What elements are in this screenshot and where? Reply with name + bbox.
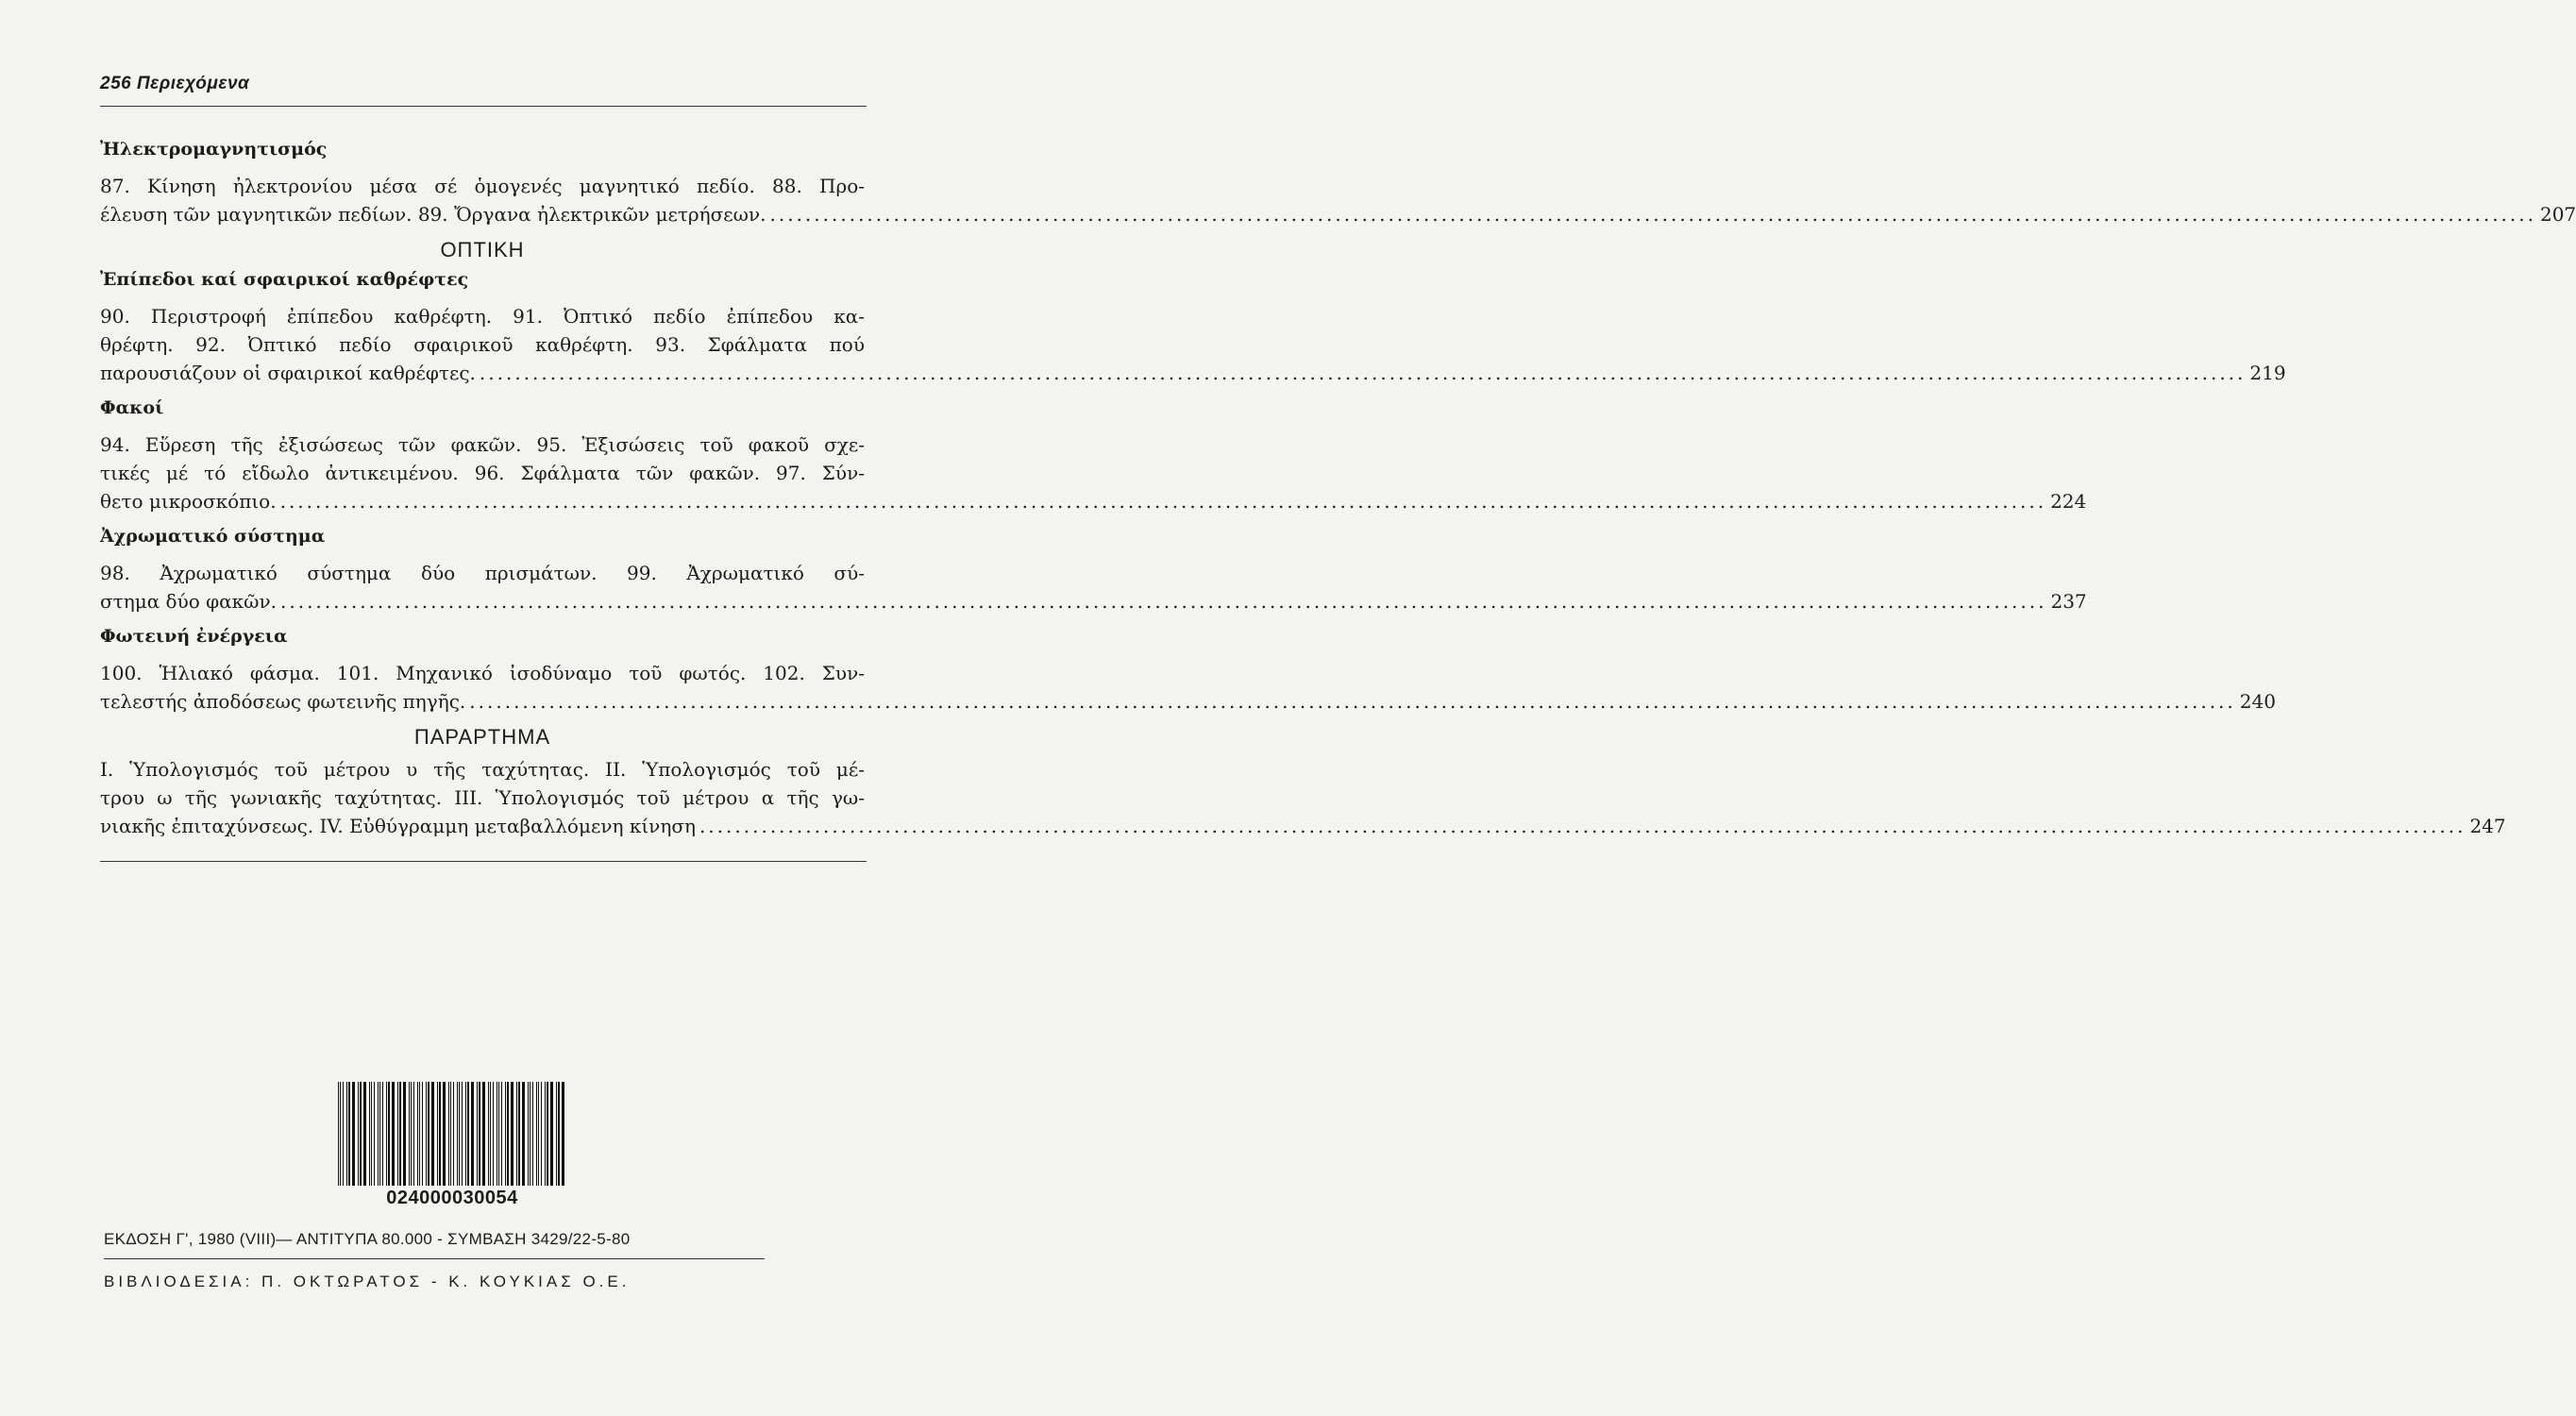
barcode-bar [443,1082,446,1186]
barcode-bar [479,1082,480,1186]
barcode-bar [374,1082,375,1186]
barcode-bar [388,1082,390,1186]
page-number: 224 [2050,490,2087,513]
barcode-bar [360,1082,362,1186]
barcode-bar [465,1082,466,1186]
barcode-bars [336,1082,568,1186]
barcode-bar [547,1082,548,1186]
toc-line: 94. Εὕρεση τῆς ἐξισώσεως τῶν φακῶν. 95. Ἐξισώσεις τοῦ φακοῦ σχε- [100,433,865,456]
page-header [100,74,865,94]
toc-end-rule [100,861,867,862]
barcode-bar [422,1082,423,1186]
table-of-contents [100,138,2576,850]
barcode-bar [528,1082,529,1186]
barcode-bar [511,1082,514,1186]
barcode-bar [522,1082,525,1186]
barcode-bar [431,1082,434,1186]
barcode-bar [538,1082,539,1186]
barcode-bar [501,1082,502,1186]
toc-line: τικές μέ τό εἴδωλο ἀντικειμένου. 96. Σφάλματα τῶν φακῶν. 97. Σύν- [100,462,865,484]
toc-last-line [100,200,2576,228]
barcode-bar [507,1082,509,1186]
barcode-bar [493,1082,494,1186]
barcode-bar [397,1082,398,1186]
barcode-bar [516,1082,517,1186]
toc-line: τελεστής ἀποδόσεως φωτεινῆς πηγῆς. [100,690,466,713]
barcode-bar [453,1082,454,1186]
section-title-light-energy: Φωτεινή ἐνέργεια [100,626,288,647]
barcode-bar [363,1082,366,1186]
barcode-bar [428,1082,429,1186]
barcode-bar [477,1082,478,1186]
toc-last-line [100,812,2506,840]
barcode-bar [505,1082,506,1186]
leader-dots: ........................................................................................................................................................................................................ [699,815,2467,837]
barcode-bar [348,1082,350,1186]
toc-entry-electromagnetism [100,172,2576,228]
barcode-bar [490,1082,491,1186]
toc-line: νιακῆς ἐπιταχύνσεως. IV. Εὐθύγραμμη μεταβαλλόμενη κίνηση [100,815,696,837]
barcode-bar [358,1082,359,1186]
toc-last-line [100,687,2276,716]
toc-last-line [100,587,2087,615]
barcode-bar [448,1082,449,1186]
barcode-bar [450,1082,451,1186]
toc-entry-light-energy [100,659,2276,716]
barcode-bar [382,1082,383,1186]
toc-line: τρου ω τῆς γωνιακῆς ταχύτητας. ΙΙΙ. Ὑπολογισμός τοῦ μέτρου α τῆς γω- [100,786,865,809]
page-number: 247 [2469,815,2506,837]
barcode-bar [471,1082,474,1186]
barcode-bar [482,1082,485,1186]
barcode-bar [340,1082,341,1186]
barcode-bar [352,1082,355,1186]
barcode-bar [378,1082,379,1186]
barcode-bar [386,1082,387,1186]
barcode-bar [459,1082,460,1186]
toc-entry-appendix [100,755,2506,840]
barcode-bar [556,1082,557,1186]
barcode-bar [462,1082,463,1186]
page-number: 207 [2539,203,2576,226]
section-title-lenses: Φακοί [100,397,164,418]
toc-line: παρουσιάζουν οἱ σφαιρικοί καθρέφτες. [100,362,476,384]
barcode [328,1076,576,1218]
section-title-electromagnetism: Ἠλεκτρομαγνητισμός [100,139,328,160]
toc-entry-lenses [100,430,2087,515]
binding-line: ΒΙΒΛΙΟΔΕΣΙΑ: Π. ΟΚΤΩΡΑΤΟΣ - Κ. ΚΟΥΚΙΑΣ Ο.Ε. [104,1273,631,1290]
header-rule [100,106,867,107]
toc-line: Ι. Ὑπολογισμός τοῦ μέτρου υ τῆς ταχύτητας. ΙΙ. Ὑπολογισμός τοῦ μέ- [100,758,865,781]
barcode-bar [346,1082,347,1186]
barcode-bar [379,1082,380,1186]
barcode-bar [399,1082,401,1186]
section-title-achromatic: Ἀχρωματικό σύστημα [100,526,326,547]
barcode-bar [536,1082,537,1186]
toc-line: έλευση τῶν μαγνητικῶν πεδίων. 89. Ὄργανα ἠλεκτρικῶν μετρήσεων. [100,203,766,226]
barcode-bar [426,1082,427,1186]
barcode-bar [562,1082,564,1186]
barcode-bar [371,1082,372,1186]
toc-entry-achromatic [100,559,2087,615]
part-title-optics: ΟΠΤΙΚΗ [440,238,525,261]
leader-dots: ........................................................................................................................................................................................................ [279,490,2047,513]
barcode-bar [439,1082,441,1186]
barcode-number: 024000030054 [386,1188,518,1208]
toc-entry-mirrors [100,302,2286,387]
section-title-mirrors: Ἐπίπεδοι καί σφαιρικοί καθρέφτες [100,269,469,290]
leader-dots: ........................................................................................................................................................................................................ [479,362,2247,384]
page-number: 237 [2050,590,2087,613]
toc-last-line [100,487,2087,515]
barcode-bar [488,1082,489,1186]
toc-line: θετο μικροσκόπιο. [100,490,277,513]
barcode-bar [541,1082,542,1186]
barcode-bar [343,1082,344,1186]
page-number: 219 [2249,362,2286,384]
barcode-bar [457,1082,458,1186]
barcode-bar [437,1082,438,1186]
barcode-bar [518,1082,520,1186]
leader-dots: ........................................................................................................................................................................................................ [280,590,2047,613]
part-title-appendix: ΠΑΡΑΡΤΗΜΑ [413,725,551,749]
barcode-bar [417,1082,418,1186]
imprint-rule [104,1258,765,1259]
barcode-bar [413,1082,414,1186]
barcode-bar [409,1082,410,1186]
toc-line: 98. Ἀχρωματικό σύστημα δύο πρισμάτων. 99. Ἀχρωματικό σύ- [100,562,865,584]
barcode-bar [545,1082,546,1186]
toc-line: 90. Περιστροφή ἐπίπεδου καθρέφτη. 91. Ὀπτικό πεδίο ἐπίπεδου κα- [100,305,865,328]
toc-line: 100. Ἡλιακό φάσμα. 101. Μηχανικό ἰσοδύναμο τοῦ φωτός. 102. Συν- [100,662,865,684]
page-number: 240 [2239,690,2276,713]
edition-line: ΕΚΔΟΣΗ Γ', 1980 (VIII)— ΑΝΤΙΤΥΠΑ 80.000 - ΣΥΜΒΑΣΗ 3429/22-5-80 [104,1230,631,1248]
leader-dots: ........................................................................................................................................................................................................ [769,203,2536,226]
barcode-bar [338,1082,339,1186]
barcode-bar [419,1082,420,1186]
barcode-bar [498,1082,499,1186]
toc-last-line [100,359,2286,387]
toc-line: θρέφτη. 92. Ὀπτικό πεδίο σφαιρικοῦ καθρέφτη. 93. Σφάλματα πού [100,333,865,356]
toc-line: 87. Κίνηση ἠλεκτρονίου μέσα σέ ὁμογενές μαγνητικό πεδίο. 88. Προ- [100,175,865,197]
barcode-bar [550,1082,553,1186]
barcode-bar [558,1082,560,1186]
barcode-bar [392,1082,395,1186]
barcode-bar [532,1082,533,1186]
toc-line: στημα δύο φακῶν. [100,590,277,613]
barcode-bar [411,1082,412,1186]
barcode-bar [369,1082,370,1186]
barcode-bar [403,1082,406,1186]
barcode-bar [467,1082,469,1186]
page-label: 256 Περιεχόμενα [100,74,250,93]
leader-dots: ........................................................................................................................................................................................................ [469,690,2236,713]
